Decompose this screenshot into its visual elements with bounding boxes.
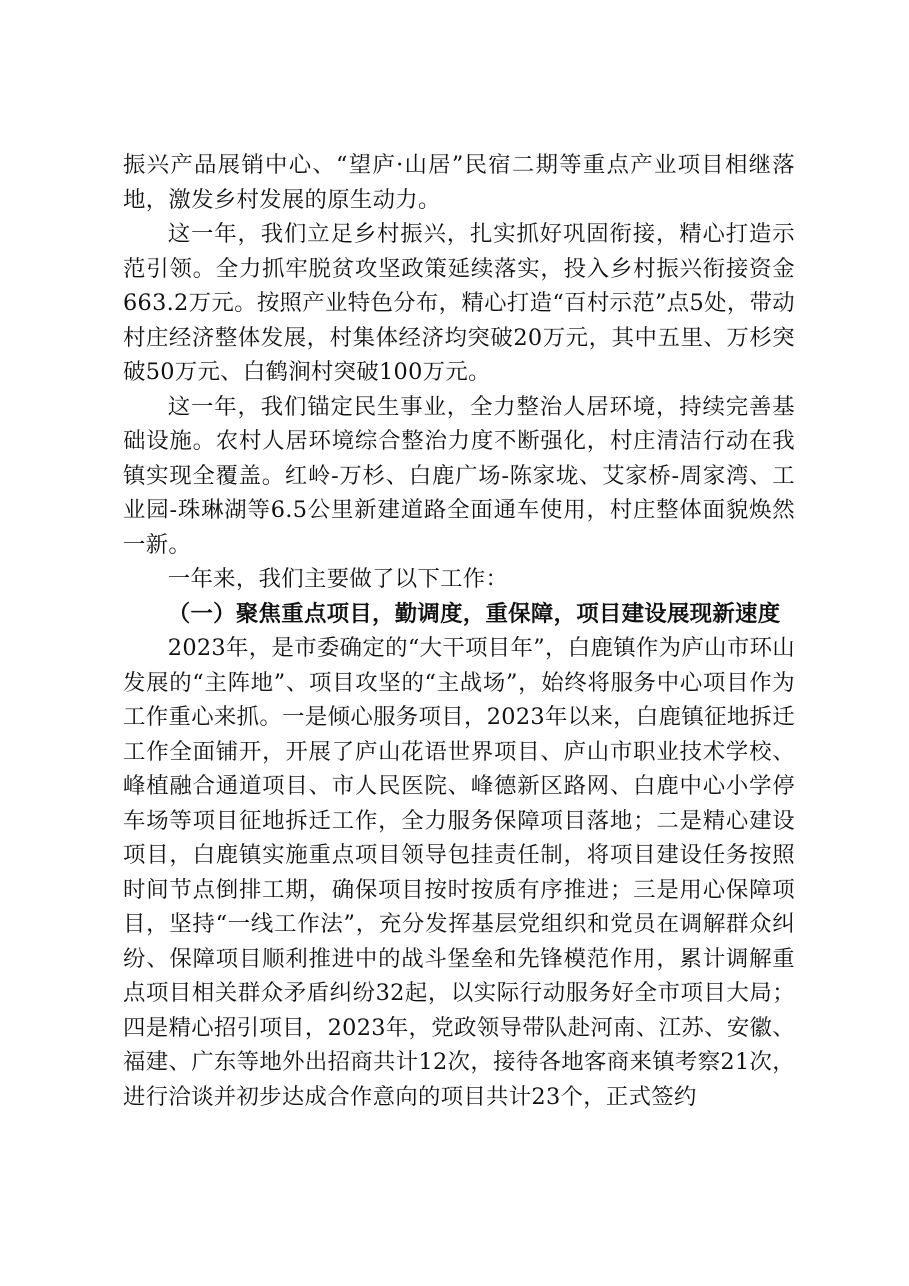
paragraph-work-intro: 一年来，我们主要做了以下工作： <box>167 566 509 592</box>
paragraph-key-projects: 2023年，是市委确定的“大干项目年”，白鹿镇作为庐山市环山发展的“主阵地”、项目攻坚的“主战场”，始终将服务中心项目作为工作重心来抓。一是倾心服务项目，2023年以来，白鹿镇征地拆迁工作全面铺开，开展了庐山花语世界项目、庐山市职业技术学校、峰植融合通道项目、市人民医院、峰德新区路网、白鹿中心小学停车场等项目征地拆迁工作，全力服务保障项目落地；二是精心建设项目，白鹿镇实施重点项目领导包挂责任制，将项目建设任务按照时间节点倒排工期，确保项目按时按质有序推进；三是用心保障项目，坚持“一线工作法”，充分发挥基层党组织和党员在调解群众纠纷、保障项目顺利推进中的战斗堡垒和先锋模范作用，累计调解重点项目相关群众矛盾纠纷32起，以实际行动服务好全市项目大局；四是精心招引项目，2023年，党政领导带队赴河南、江苏、安徽、福建、广东等地外出招商共计12次，接待各地客商来镇考察21次，进行洽谈并初步达成合作意向的项目共计23个，正式签约 <box>123 635 795 1110</box>
paragraph-rural-revitalization: 这一年，我们立足乡村振兴，扎实抓好巩固衔接，精心打造示范引领。全力抓牢脱贫攻坚政策延续落实，投入乡村振兴衔接资金663.2万元。按照产业特色分布，精心打造“百村示范”点5处，带动村庄经济整体发展，村集体经济均突破20万元，其中五里、万杉突破50万元、白鹤涧村突破100万元。 <box>123 221 795 385</box>
paragraph-continuation: 振兴产品展销中心、“望庐·山居”民宿二期等重点产业项目相继落地，激发乡村发展的原生动力。 <box>123 152 795 213</box>
section-heading: （一）聚焦重点项目，勤调度，重保障，项目建设展现新速度 <box>167 600 781 627</box>
document-body <box>123 148 795 1114</box>
paragraph-livelihood: 这一年，我们锚定民生事业，全力整治人居环境，持续完善基础设施。农村人居环境综合整治力度不断强化，村庄清洁行动在我镇实现全覆盖。红岭-万杉、白鹿广场-陈家垅、艾家桥-周家湾、工业园-珠琳湖等6.5公里新建道路全面通车使用，村庄整体面貌焕然一新。 <box>123 393 795 558</box>
